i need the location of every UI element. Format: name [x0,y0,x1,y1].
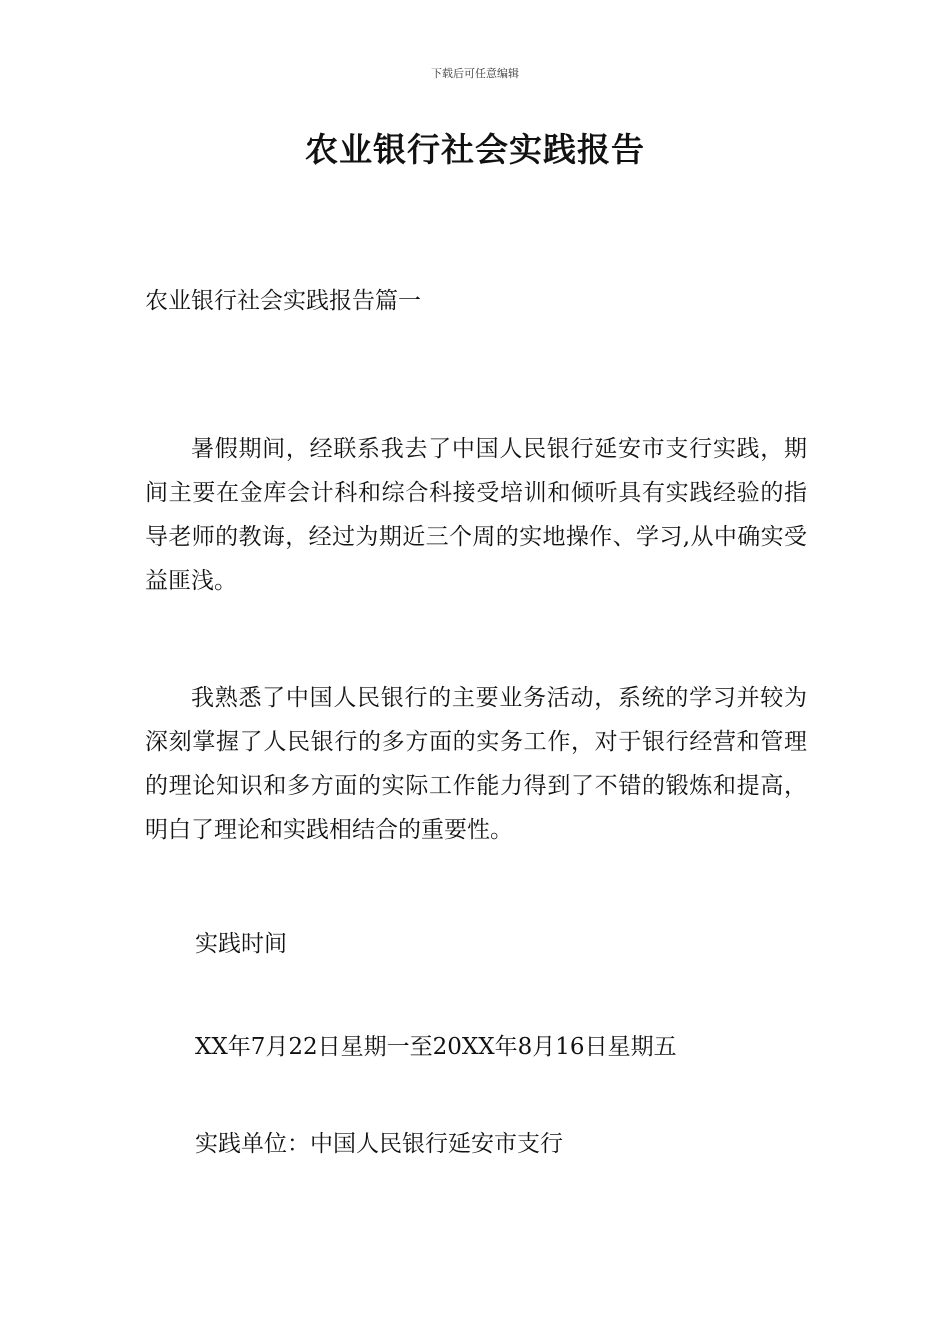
practice-time-value: XX年7月22日星期一至20XX年8月16日星期五 [195,1034,677,1060]
body-paragraph-1: 暑假期间，经联系我去了中国人民银行延安市支行实践，期间主要在金库会计科和综合科接受培训和倾听具有实践经验的指导老师的教诲，经过为期近三个周的实地操作、学习,从中确实受益匪浅。 [145,436,807,594]
body-paragraph-2: 我熟悉了中国人民银行的主要业务活动，系统的学习并较为深刻掌握了人民银行的多方面的实务工作，对于银行经营和管理的理论知识和多方面的实际工作能力得到了不错的锻炼和提高，明白了理论和实践相结合的重要性。 [145,685,807,843]
practice-unit: 实践单位：中国人民银行延安市支行 [195,1131,563,1157]
page-header-note: 下载后可任意编辑 [431,67,519,80]
practice-time-label: 实践时间 [195,931,287,957]
section-heading: 农业银行社会实践报告篇一 [145,288,421,314]
document-title: 农业银行社会实践报告 [305,130,645,169]
